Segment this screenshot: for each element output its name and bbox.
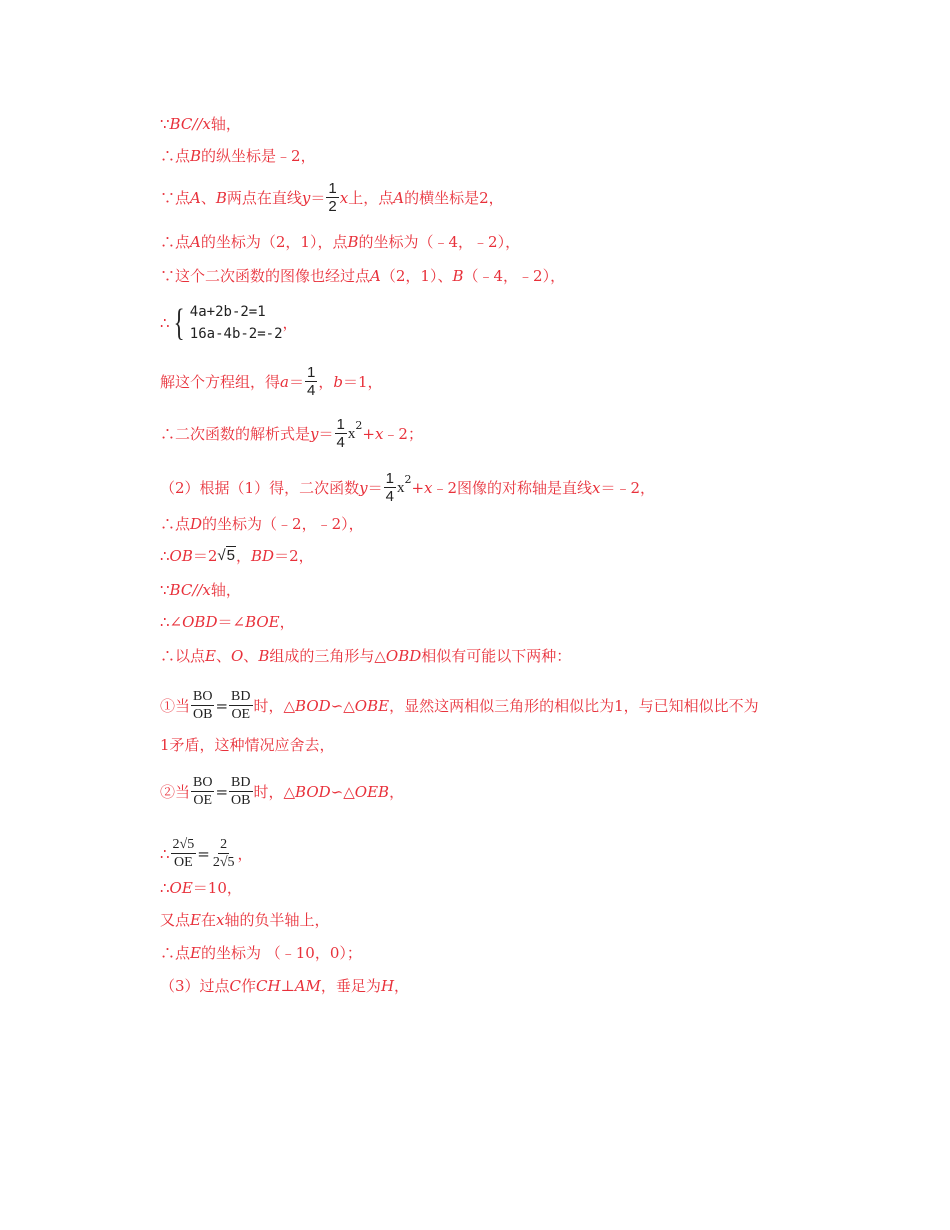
math-text: OBD xyxy=(385,647,422,665)
math-text: OE xyxy=(169,879,193,897)
text: ∴ xyxy=(160,314,170,332)
text: ∽△ xyxy=(330,782,355,801)
equation-system xyxy=(170,301,283,345)
because-symbol: ∵ xyxy=(160,115,170,133)
math-text: E xyxy=(190,944,201,962)
text: 、 xyxy=(200,188,216,207)
math-text: AM xyxy=(294,977,321,995)
text: ＝﹣2， xyxy=(600,478,656,497)
fraction-2-over-2sqrt5 xyxy=(211,836,237,871)
text: ＝2 xyxy=(192,547,218,565)
text: 的坐标为（﹣4，﹣2）， xyxy=(358,233,521,251)
numerator: 1 xyxy=(336,416,345,433)
math-text: y xyxy=(301,188,311,207)
equals-sign: = xyxy=(215,696,229,715)
numerator: BD xyxy=(231,689,251,704)
math-text: b xyxy=(333,372,343,391)
fraction-one-quarter xyxy=(384,470,396,505)
solution-line-5 xyxy=(160,266,565,286)
text: ＝1， xyxy=(342,372,383,391)
fraction-bd-over-oe xyxy=(229,688,252,723)
fraction-bo-over-oe xyxy=(191,774,214,809)
text: ①当 xyxy=(160,696,191,715)
text: ， xyxy=(282,314,298,332)
text: 时，△ xyxy=(253,696,296,715)
solution-line-20 xyxy=(160,910,329,930)
text: ∴ xyxy=(160,844,170,863)
math-text: y xyxy=(310,424,319,443)
solution-line-18 xyxy=(160,836,253,871)
text: ＝ xyxy=(288,372,304,391)
denominator: 4 xyxy=(336,434,345,451)
math-variable: x xyxy=(347,425,356,442)
solution-line-17 xyxy=(160,774,404,809)
solution-line-4 xyxy=(160,232,520,252)
math-text: x xyxy=(592,478,601,497)
math-text: x xyxy=(424,478,433,497)
text: ＝10， xyxy=(192,879,242,897)
math-text: y xyxy=(359,478,368,497)
equals-sign: = xyxy=(215,782,229,801)
text: 轴， xyxy=(210,115,241,133)
math-variable: x xyxy=(396,479,405,496)
text: ﹣2图像的对称轴是直线 xyxy=(432,478,593,497)
text: ＝∠ xyxy=(217,613,246,631)
text: ∵点 xyxy=(160,188,191,207)
text: 的坐标为（﹣2，﹣2）， xyxy=(202,515,364,533)
text: ∴二次函数的解析式是 xyxy=(160,424,311,443)
solution-line-6 xyxy=(160,300,298,346)
numerator: BD xyxy=(231,775,251,790)
text: 、 xyxy=(243,647,259,665)
square-root: √5 xyxy=(217,547,235,564)
math-text: BOE xyxy=(245,613,280,631)
text: ＝2， xyxy=(274,547,314,565)
text: 作 xyxy=(241,977,257,995)
solution-line-8 xyxy=(160,416,423,451)
math-text: x xyxy=(215,911,225,929)
math-text: a xyxy=(280,372,289,391)
solution-line-13 xyxy=(160,612,295,632)
math-text: B xyxy=(258,647,270,665)
text: 、 xyxy=(215,647,231,665)
text: 的纵坐标是﹣2， xyxy=(201,147,316,165)
exponent: 2 xyxy=(355,418,363,432)
math-text: OB xyxy=(169,547,193,565)
radicand: 5 xyxy=(226,547,235,564)
denominator: 2 xyxy=(328,198,337,215)
math-text: OBD xyxy=(182,613,218,631)
text: ∴点 xyxy=(160,515,191,533)
text: 时，△ xyxy=(253,782,296,801)
text: 轴， xyxy=(210,581,241,599)
text: 又点 xyxy=(160,911,191,929)
solution-line-21 xyxy=(160,943,362,963)
text: ∴点 xyxy=(160,147,191,165)
numerator: BO xyxy=(193,775,213,790)
solution-line-7 xyxy=(160,364,383,399)
text: 在 xyxy=(200,911,216,929)
solution-line-11 xyxy=(160,546,314,566)
solution-line-9 xyxy=(160,470,655,505)
fraction-one-half xyxy=(326,180,338,215)
math-text: CH xyxy=(256,977,281,995)
text: ∴∠ xyxy=(160,613,183,631)
text: （﹣4，﹣2）， xyxy=(463,267,566,285)
solution-line-22 xyxy=(160,976,409,996)
numerator: 1 xyxy=(385,470,394,487)
math-text: BOD xyxy=(295,696,331,715)
text: ， xyxy=(279,613,295,631)
solution-line-3 xyxy=(160,180,504,215)
solution-line-14 xyxy=(160,646,571,666)
text: ，显然这两相似三角形的相似比为1，与已知相似比不为 xyxy=(389,696,759,715)
fraction-one-quarter xyxy=(305,364,317,399)
text: 解这个方程组，得 xyxy=(160,372,281,391)
denominator: OB xyxy=(231,793,251,808)
text: ⊥ xyxy=(280,977,295,995)
math-text: B xyxy=(190,147,202,165)
numerator: 2 xyxy=(220,837,228,852)
math-text: A xyxy=(393,188,405,207)
text: ∵ xyxy=(160,581,170,599)
fraction-bd-over-ob xyxy=(229,774,252,809)
text: 的坐标为 （﹣10，0）； xyxy=(200,944,362,962)
text: ＝ xyxy=(367,478,383,497)
text: ∴以点 xyxy=(160,647,206,665)
text: ∴ xyxy=(160,879,170,897)
solution-line-16 xyxy=(160,735,335,755)
text: 两点在直线 xyxy=(226,188,302,207)
numerator: 1 xyxy=(328,180,337,197)
equation-1: 4a+2b-2=1 xyxy=(189,304,266,320)
math-text: A xyxy=(190,233,201,251)
fraction-bo-over-ob xyxy=(191,688,214,723)
fraction-one-quarter xyxy=(335,416,347,451)
solution-line-12 xyxy=(160,580,241,600)
text: ， xyxy=(318,372,334,391)
math-text: E xyxy=(205,647,216,665)
text: 的横坐标是2， xyxy=(404,188,504,207)
text: ②当 xyxy=(160,782,191,801)
fraction-2sqrt5-over-oe xyxy=(171,836,197,871)
numerator: 2√5 xyxy=(172,837,195,852)
math-text: B xyxy=(452,267,464,285)
math-text: BC//x xyxy=(169,115,211,133)
math-text: B xyxy=(215,188,227,207)
text: 上，点 xyxy=(348,188,394,207)
text: + xyxy=(362,424,375,443)
math-text: B xyxy=(347,233,359,251)
text: ， xyxy=(389,782,405,801)
text: 相似有可能以下两种： xyxy=(421,647,572,665)
exponent: 2 xyxy=(404,472,412,486)
text: （3）过点 xyxy=(160,977,230,995)
left-brace-icon: { xyxy=(173,302,185,344)
text: + xyxy=(411,478,425,497)
math-text: OBE xyxy=(354,696,390,715)
text: ∴点 xyxy=(160,233,191,251)
solution-line-15 xyxy=(160,688,759,723)
math-text: A xyxy=(190,188,201,207)
numerator: 1 xyxy=(306,364,316,381)
text: ∴ xyxy=(160,547,170,565)
text: （2）根据（1）得，二次函数 xyxy=(160,478,360,497)
text: ， xyxy=(394,977,410,995)
text: 轴的负半轴上， xyxy=(224,911,330,929)
math-text: H xyxy=(380,977,395,995)
denominator: 4 xyxy=(385,488,394,505)
math-text: BD xyxy=(251,547,275,565)
text: ＝ xyxy=(318,424,334,443)
denominator: OE xyxy=(174,855,193,870)
solution-line-2 xyxy=(160,146,316,166)
text: ， xyxy=(236,547,252,565)
text: ，垂足为 xyxy=(320,977,381,995)
math-text: BC//x xyxy=(169,581,211,599)
math-text: D xyxy=(190,515,203,533)
denominator: OB xyxy=(193,707,213,722)
solution-line-10 xyxy=(160,514,364,534)
text: ﹣2； xyxy=(383,424,423,443)
math-text: OEB xyxy=(354,782,390,801)
text: 1矛盾，这种情况应舍去， xyxy=(160,736,335,754)
text: ， xyxy=(237,844,253,863)
denominator: 2√5 xyxy=(212,855,235,870)
math-text: x xyxy=(374,424,384,443)
math-text: BOD xyxy=(295,782,331,801)
math-text: x xyxy=(339,188,349,207)
text: 的坐标为（2，1），点 xyxy=(200,233,348,251)
text: （2，1）、 xyxy=(380,267,453,285)
equals-sign: = xyxy=(197,844,210,863)
numerator: BO xyxy=(193,689,213,704)
solution-line-1 xyxy=(160,114,241,134)
denominator: OE xyxy=(231,707,251,722)
math-text: A xyxy=(370,267,381,285)
text: ＝ xyxy=(310,188,326,207)
equation-2: 16a-4b-2=-2 xyxy=(189,326,283,342)
text: ∽△ xyxy=(330,696,355,715)
text: 组成的三角形与△ xyxy=(269,647,386,665)
text: ∴点 xyxy=(160,944,191,962)
denominator: 4 xyxy=(306,382,316,399)
denominator: OE xyxy=(193,793,213,808)
math-text: E xyxy=(190,911,201,929)
text: ∵这个二次函数的图像也经过点 xyxy=(160,267,371,285)
solution-line-19 xyxy=(160,878,242,898)
math-text: O xyxy=(230,647,244,665)
math-text: C xyxy=(229,977,242,995)
